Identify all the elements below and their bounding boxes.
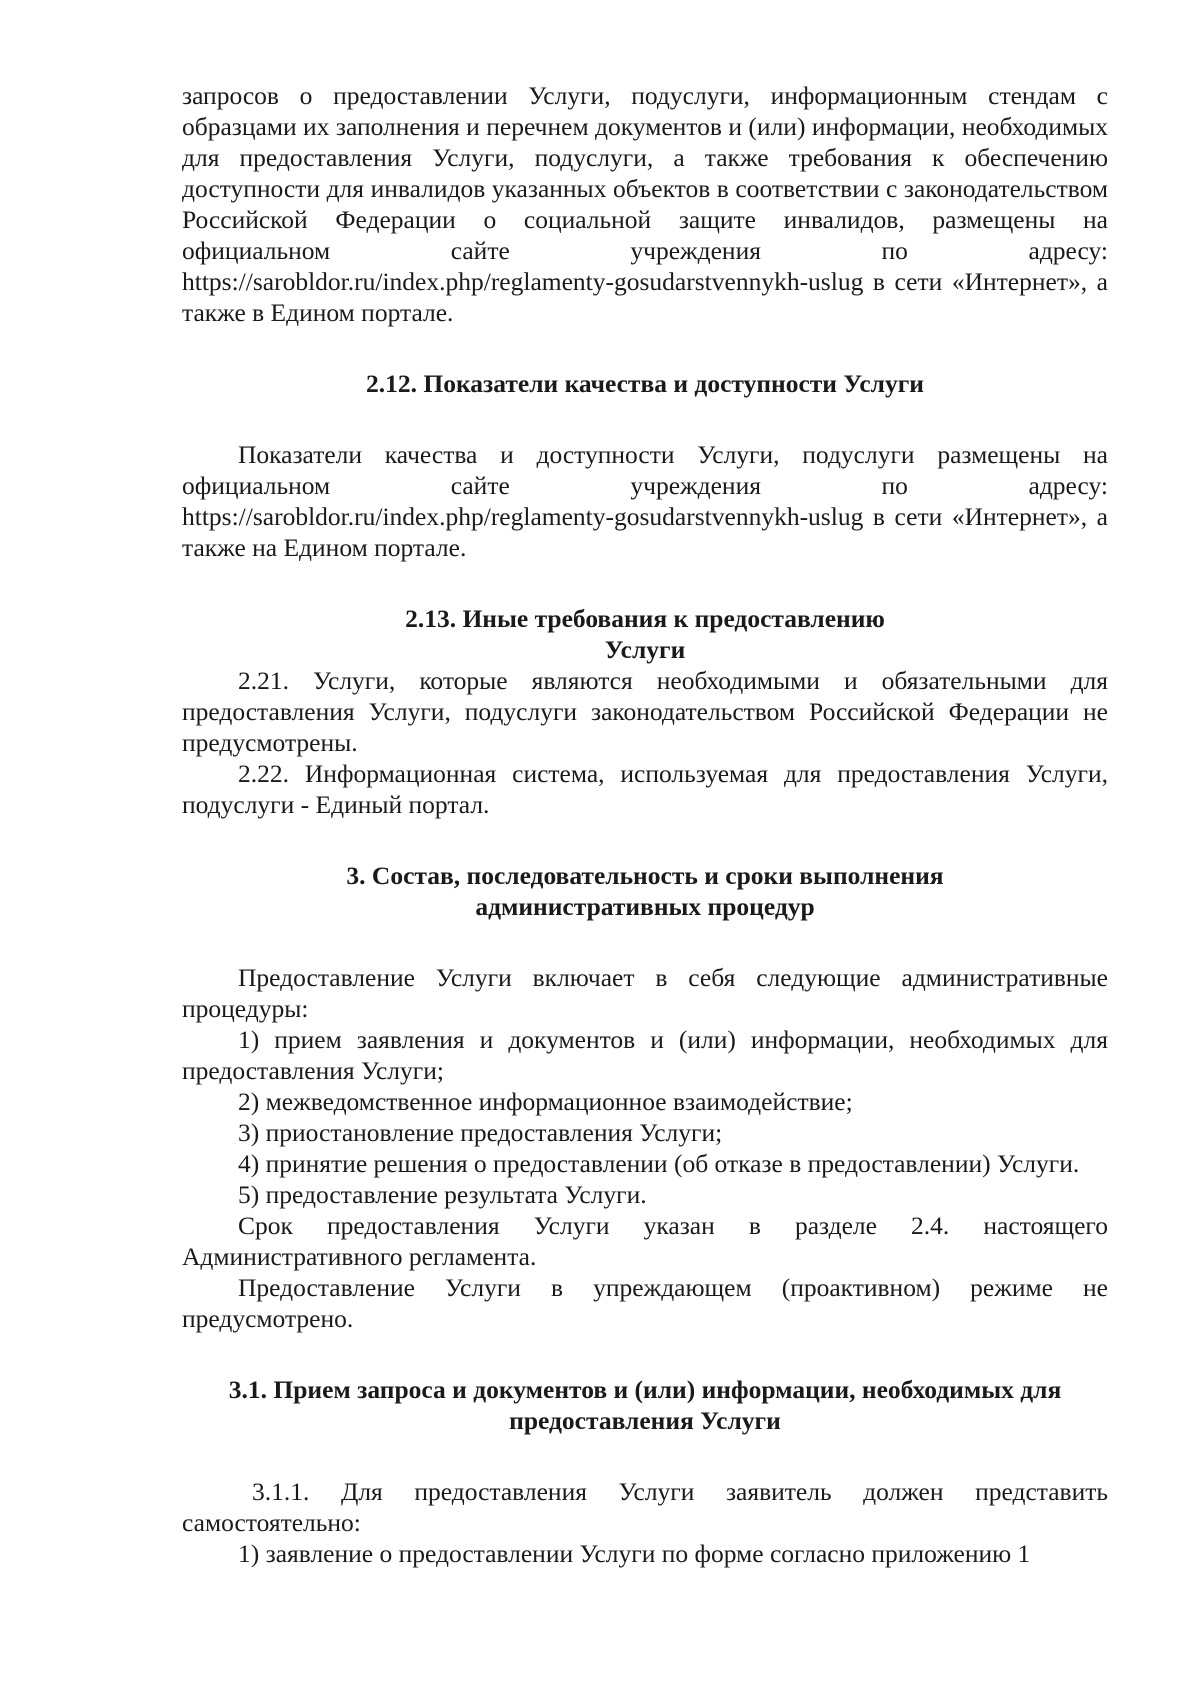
heading-3-1: [182, 1374, 1108, 1436]
list-item-5: 5) предоставление результата Услуги.: [238, 1180, 647, 1209]
paragraph-3-1-1-item-1: 1) заявление о предоставлении Услуги по форме согласно приложению 1: [238, 1539, 1031, 1568]
paragraph-2-12: [182, 439, 1108, 563]
list-item-1: 1) прием заявления и документов и (или) информации, необходимых для предоставления Услуги;: [182, 1025, 1108, 1085]
paragraph-proactive: Предоставление Услуги в упреждающем (проактивном) режиме не предусмотрено.: [182, 1273, 1108, 1333]
url-reglamenty-1[interactable]: https://sarobldor.ru/index.php/reglamenty-gosudarstvennykh-uslug: [182, 267, 864, 296]
list-item-3: 3) приостановление предоставления Услуги;: [238, 1118, 723, 1147]
paragraph-3-intro: Предоставление Услуги включает в себя следующие административные процедуры:: [182, 963, 1108, 1023]
paragraph-2-12-tail: в сети «Интернет», а также на Едином портале.: [182, 502, 1108, 562]
url-reglamenty-2[interactable]: https://sarobldor.ru/index.php/reglamenty-gosudarstvennykh-uslug: [182, 502, 864, 531]
list-item-4: 4) принятие решения о предоставлении (об отказе в предоставлении) Услуги.: [238, 1149, 1080, 1178]
heading-2-13-line2: Услуги: [604, 635, 686, 664]
heading-2-13: [182, 603, 1108, 665]
paragraph-3-1-1: 3.1.1. Для предоставления Услуги заявитель должен представить самостоятельно:: [182, 1477, 1108, 1537]
paragraph-srok: Срок предоставления Услуги указан в разделе 2.4. настоящего Административного регламента.: [182, 1211, 1108, 1271]
heading-3: [182, 860, 1108, 922]
heading-3-line1: 3. Состав, последовательность и сроки выполнения: [346, 861, 944, 890]
heading-3-1-line1: 3.1. Прием запроса и документов и (или) информации, необходимых для: [228, 1375, 1062, 1404]
paragraph-info-stands: [182, 80, 1108, 328]
paragraph-2-21: 2.21. Услуги, которые являются необходимыми и обязательными для предоставления Услуги, подуслуги законодательством Российской Федерации не предусмотрены.: [182, 666, 1108, 757]
list-item-2: 2) межведомственное информационное взаимодействие;: [238, 1087, 853, 1116]
heading-2-12: 2.12. Показатели качества и доступности Услуги: [366, 369, 924, 398]
heading-3-line2: административных процедур: [475, 892, 815, 921]
paragraph-info-stands-tail: в сети «Интернет», а также в Едином портале.: [182, 267, 1108, 327]
heading-2-13-line1: 2.13. Иные требования к предоставлению: [405, 604, 885, 633]
paragraph-2-22: 2.22. Информационная система, используемая для предоставления Услуги, подуслуги - Единый портал.: [182, 759, 1108, 819]
heading-3-1-line2: предоставления Услуги: [509, 1406, 781, 1435]
paragraph-2-12-text: Показатели качества и доступности Услуги, подуслуги размещены на официальном сайте учреждения по адресу:: [182, 440, 1108, 500]
paragraph-info-stands-text: запросов о предоставлении Услуги, подуслуги, информационным стендам с образцами их заполнения и перечнем документов и (или) информации, необходимых для предоставления Услуги, подуслуги, а также требования к обеспечению доступности для инвалидов указанных объектов в соответствии с законодательством Российской Федерации о социальной защите инвалидов, размещены на официальном сайте учреждения по адресу:: [182, 81, 1108, 265]
